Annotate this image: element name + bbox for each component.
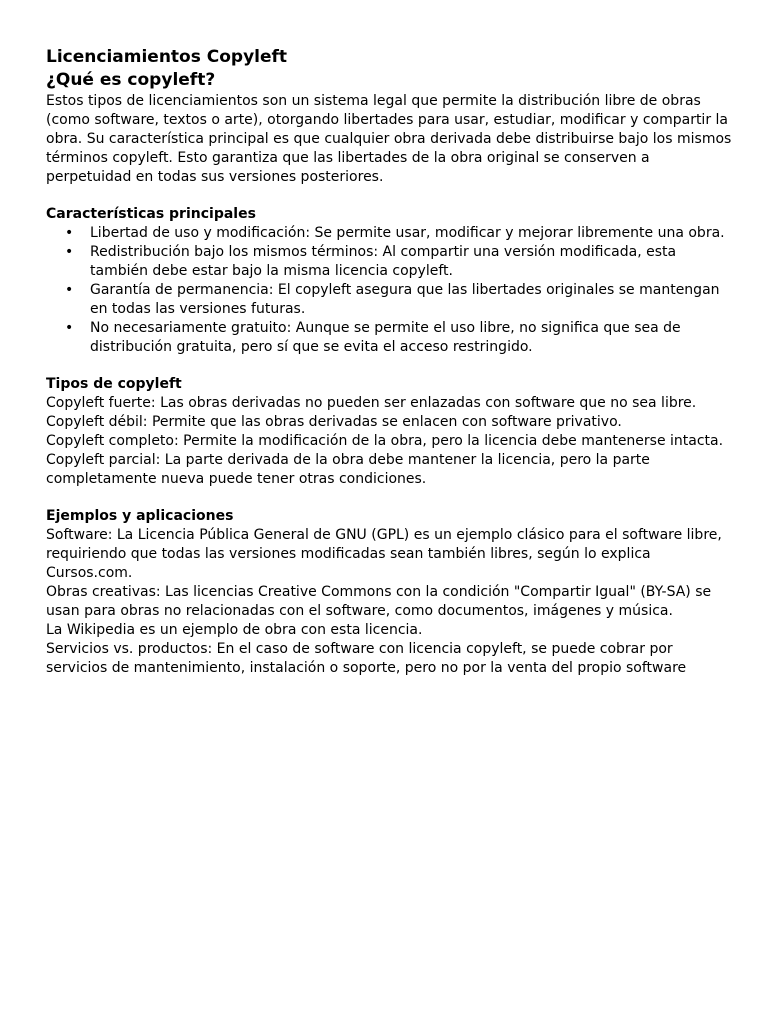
list-item-text: Garantía de permanencia: El copyleft asegura que las libertades originales se mantengan en todas las versiones futuras. bbox=[90, 282, 720, 317]
list-item bbox=[46, 281, 736, 319]
list-item-text: No necesariamente gratuito: Aunque se permite el uso libre, no significa que sea de distribución gratuita, pero sí que se evita el acceso restringido. bbox=[90, 320, 681, 355]
document-subtitle: ¿Qué es copyleft? bbox=[46, 70, 216, 90]
document-page bbox=[46, 46, 736, 678]
bullet-icon: • bbox=[65, 282, 74, 298]
examples-heading: Ejemplos y aplicaciones bbox=[46, 508, 234, 524]
type-line-weak: Copyleft débil: Permite que las obras derivadas se enlacen con software privativo. bbox=[46, 414, 622, 430]
bullet-icon: • bbox=[65, 244, 74, 260]
type-line-complete: Copyleft completo: Permite la modificación de la obra, pero la licencia debe mantenerse intacta. bbox=[46, 433, 724, 449]
list-item-text: Redistribución bajo los mismos términos: Al compartir una versión modificada, esta también debe estar bajo la misma licencia copyleft. bbox=[90, 244, 677, 279]
characteristics-list bbox=[46, 224, 736, 357]
list-item bbox=[46, 224, 736, 243]
types-heading: Tipos de copyleft bbox=[46, 376, 182, 392]
example-line-wikipedia: La Wikipedia es un ejemplo de obra con esta licencia. bbox=[46, 622, 423, 638]
example-line-creative-works: Obras creativas: Las licencias Creative Commons con la condición "Compartir Igual" (BY-SA) se usan para obras no relacionadas con el software, como documentos, imágenes y música. bbox=[46, 584, 712, 619]
example-line-services: Servicios vs. productos: En el caso de software con licencia copyleft, se puede cobrar por servicios de mantenimiento, instalación o soporte, pero no por la venta del propio software bbox=[46, 641, 687, 676]
list-item bbox=[46, 319, 736, 357]
intro-paragraph: Estos tipos de licenciamientos son un sistema legal que permite la distribución libre de obras (como software, textos o arte), otorgando libertades para usar, estudiar, modificar y compartir la obra. Su característica principal es que cualquier obra derivada debe distribuirse bajo los mismos términos copyleft. Esto garantiza que las libertades de la obra original se conserven a perpetuidad en todas sus versiones posteriores. bbox=[46, 93, 732, 185]
example-line-software: Software: La Licencia Pública General de GNU (GPL) es un ejemplo clásico para el software libre, requiriendo que todas las versiones modificadas sean también libres, según lo explica Cursos.com. bbox=[46, 527, 722, 581]
document-title: Licenciamientos Copyleft bbox=[46, 47, 288, 67]
bullet-icon: • bbox=[65, 225, 74, 241]
type-line-partial: Copyleft parcial: La parte derivada de la obra debe mantener la licencia, pero la parte completamente nueva puede tener otras condiciones. bbox=[46, 452, 650, 487]
bullet-icon: • bbox=[65, 320, 74, 336]
characteristics-heading: Características principales bbox=[46, 206, 256, 222]
type-line-strong: Copyleft fuerte: Las obras derivadas no pueden ser enlazadas con software que no sea libre. bbox=[46, 395, 697, 411]
list-item-text: Libertad de uso y modificación: Se permite usar, modificar y mejorar libremente una obra. bbox=[90, 225, 725, 241]
list-item bbox=[46, 243, 736, 281]
